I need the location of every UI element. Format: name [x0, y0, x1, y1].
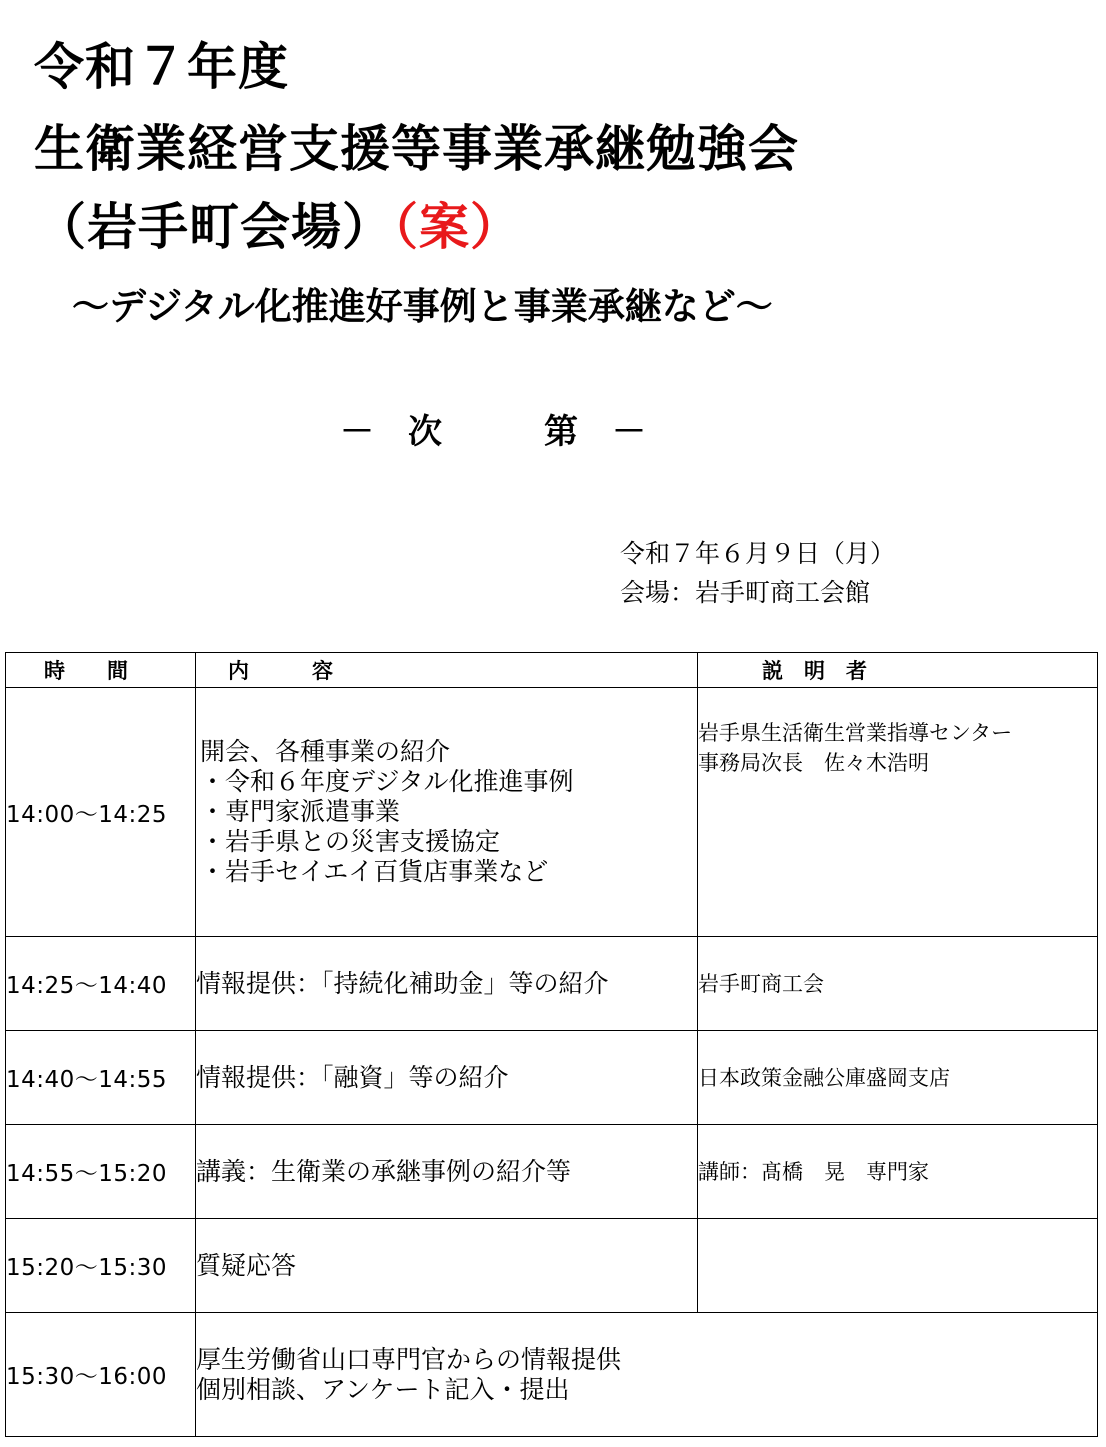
- subtitle: ～デジタル化推進好事例と事業承継など～: [72, 285, 773, 328]
- content-line: 厚生労働省山口専門官からの情報提供: [196, 1344, 622, 1374]
- row-presenter: [698, 1031, 1098, 1125]
- presenter-line: 講師：髙橋 晃 専門家: [698, 1159, 929, 1184]
- row-content: [196, 1313, 1098, 1437]
- content-line: ・岩手セイエイ百貨店事業など: [200, 857, 549, 886]
- draft-mark: （案）: [393, 198, 521, 256]
- table-row: [6, 688, 1098, 937]
- presenter-line: 日本政策金融公庫盛岡支店: [698, 1065, 950, 1090]
- content-line: ・専門家派遣事業: [200, 797, 401, 826]
- content-line: 情報提供：「融資」等の紹介: [196, 1062, 509, 1092]
- table-row: [6, 1313, 1098, 1437]
- program-heading: － 次 第 －: [340, 412, 646, 452]
- content-line: ・令和６年度デジタル化推進事例: [200, 767, 574, 796]
- content-line: 個別相談、アンケート記入・提出: [196, 1374, 570, 1404]
- row-time: 14:40～14:55: [6, 1031, 196, 1125]
- row-content: [196, 1219, 698, 1313]
- title-line-1: 令和７年度: [34, 38, 289, 96]
- row-time: 14:55～15:20: [6, 1125, 196, 1219]
- content-line: 質疑応答: [196, 1250, 297, 1280]
- row-presenter: [698, 937, 1098, 1031]
- row-time: 15:20～15:30: [6, 1219, 196, 1313]
- table-row: [6, 1125, 1098, 1219]
- row-presenter: [698, 1219, 1098, 1313]
- presenter-line: 事務局次長 佐々木浩明: [698, 751, 929, 775]
- table-row: [6, 937, 1098, 1031]
- header-presenter: 説 明 者: [698, 653, 1098, 688]
- row-presenter: [698, 688, 1098, 937]
- table-header-row: [6, 653, 1098, 688]
- title-line-2: 生衛業経営支援等事業承継勉強会: [34, 120, 799, 178]
- row-content: [196, 937, 698, 1031]
- row-content: [196, 1125, 698, 1219]
- row-presenter: [698, 1125, 1098, 1219]
- row-content: [196, 688, 698, 937]
- content-line: 情報提供：「持続化補助金」等の紹介: [196, 968, 609, 998]
- content-line: ・岩手県との災害支援協定: [200, 827, 501, 856]
- presenter-line: 岩手県生活衛生営業指導センター: [698, 721, 1013, 745]
- header-content: 内 容: [196, 653, 698, 688]
- row-time: 15:30～16:00: [6, 1313, 196, 1437]
- row-time: 14:25～14:40: [6, 937, 196, 1031]
- title-line-3: [36, 198, 521, 256]
- table-row: [6, 1031, 1098, 1125]
- presenter-line: 岩手町商工会: [698, 971, 824, 996]
- table-row: [6, 1219, 1098, 1313]
- content-line: 講義：生衛業の承継事例の紹介等: [196, 1156, 572, 1186]
- row-content: [196, 1031, 698, 1125]
- content-line: 開会、各種事業の紹介: [200, 737, 451, 766]
- row-time: 14:00～14:25: [6, 688, 196, 937]
- event-date: 令和７年６月９日（月）: [620, 539, 896, 568]
- event-venue: 会場：岩手町商工会館: [620, 578, 871, 607]
- schedule-table: [5, 652, 1098, 1437]
- venue-title: （岩手町会場）: [36, 198, 393, 256]
- header-time: 時 間: [6, 653, 196, 688]
